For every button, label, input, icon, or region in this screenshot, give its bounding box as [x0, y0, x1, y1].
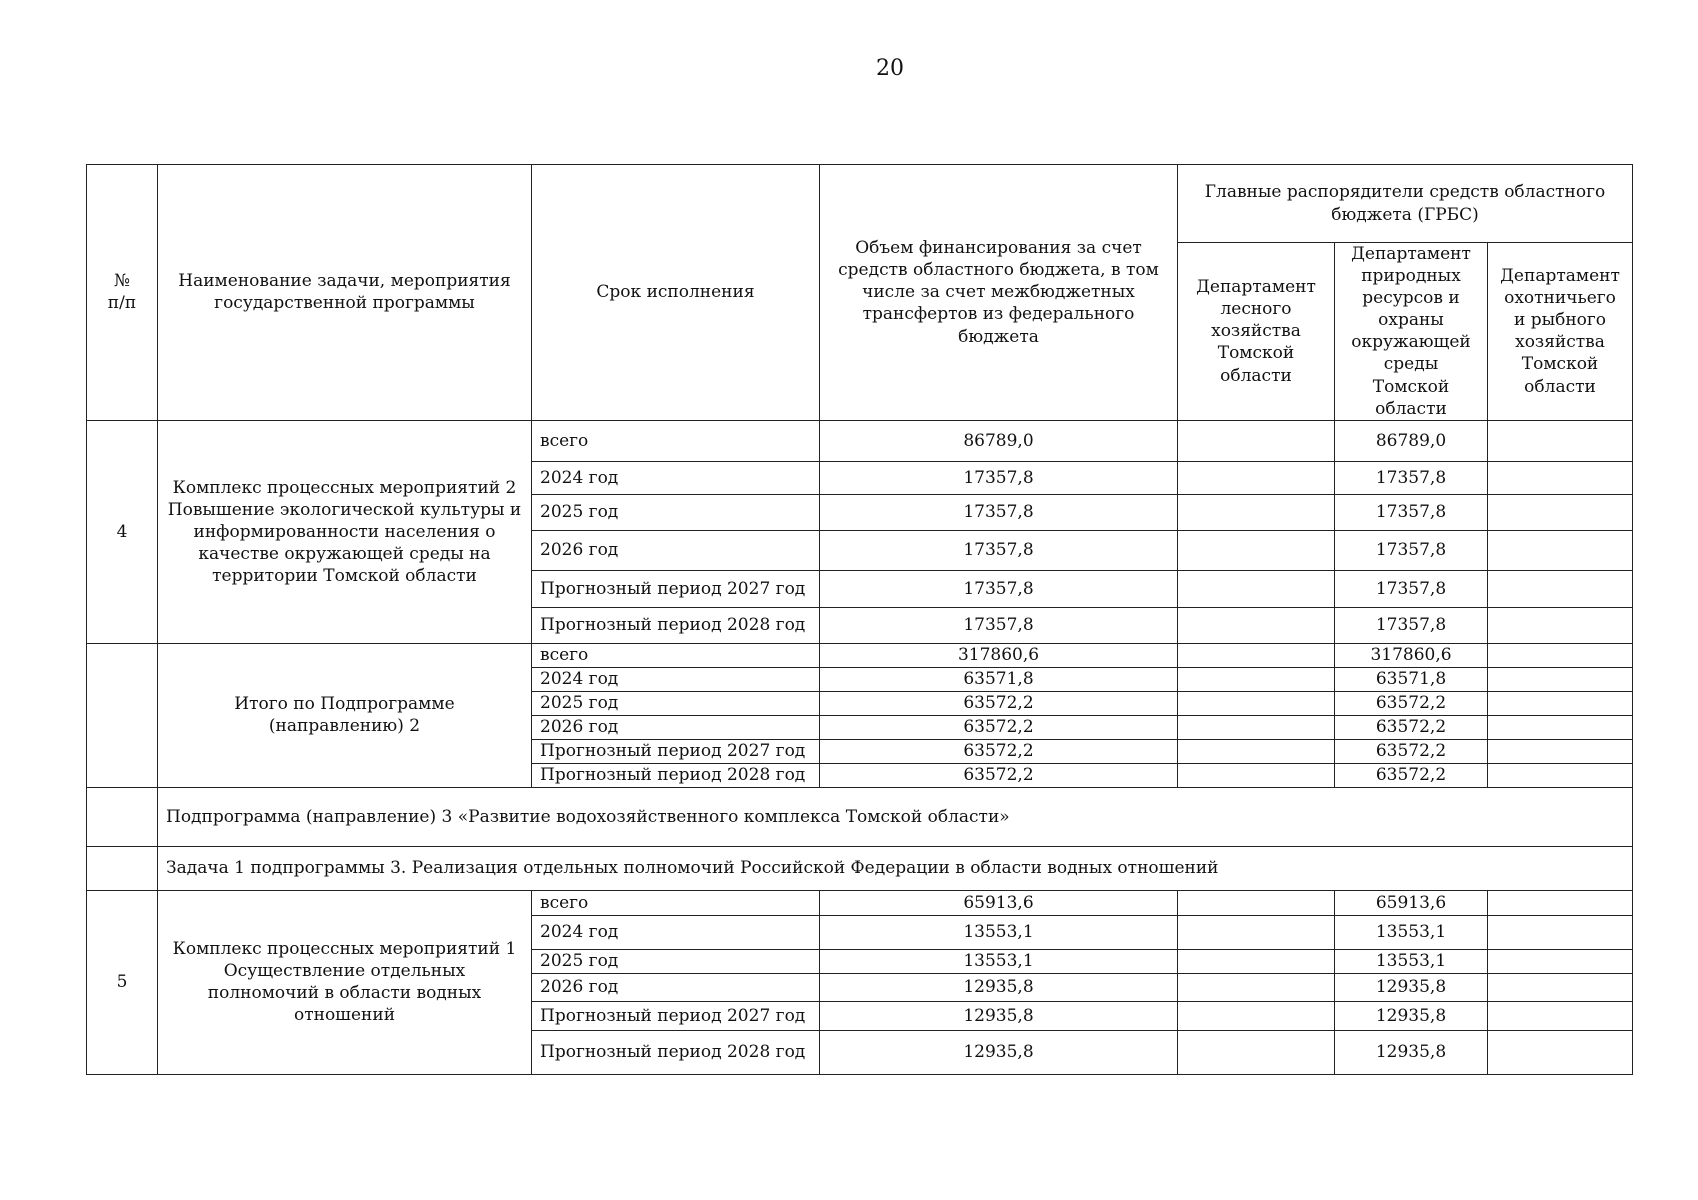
grbs-hunting-fishing-cell: [1488, 1030, 1633, 1074]
volume-cell: 63572,2: [820, 691, 1178, 715]
grbs-natural-resources-cell: 13553,1: [1335, 949, 1488, 973]
grbs-hunting-fishing-cell: [1488, 643, 1633, 667]
grbs-hunting-fishing-cell: [1488, 1001, 1633, 1030]
volume-cell: 12935,8: [820, 1030, 1178, 1074]
term-cell: Прогнозный период 2027 год: [532, 570, 820, 607]
grbs-forestry-cell: [1178, 949, 1335, 973]
header-grbs: Главные распорядители средств областного бюджета (ГРБС): [1178, 165, 1633, 243]
grbs-natural-resources-cell: 12935,8: [1335, 973, 1488, 1001]
volume-cell: 13553,1: [820, 949, 1178, 973]
grbs-natural-resources-cell: 63571,8: [1335, 667, 1488, 691]
grbs-natural-resources-cell: 17357,8: [1335, 530, 1488, 570]
volume-cell: 86789,0: [820, 420, 1178, 461]
grbs-natural-resources-cell: 17357,8: [1335, 570, 1488, 607]
task-row: [87, 846, 1633, 890]
grbs-natural-resources-cell: 63572,2: [1335, 691, 1488, 715]
grbs-natural-resources-cell: 12935,8: [1335, 1030, 1488, 1074]
grbs-hunting-fishing-cell: [1488, 949, 1633, 973]
row-number: [87, 643, 158, 787]
term-cell: 2024 год: [532, 915, 820, 949]
volume-cell: 13553,1: [820, 915, 1178, 949]
grbs-forestry-cell: [1178, 691, 1335, 715]
grbs-hunting-fishing-cell: [1488, 570, 1633, 607]
grbs-natural-resources-cell: 63572,2: [1335, 715, 1488, 739]
header-volume: Объем финансирования за счет средств областного бюджета, в том числе за счет межбюджетных трансфертов из федерального бюджета: [820, 165, 1178, 421]
grbs-hunting-fishing-cell: [1488, 494, 1633, 530]
term-cell: 2025 год: [532, 949, 820, 973]
volume-cell: 12935,8: [820, 973, 1178, 1001]
volume-cell: 12935,8: [820, 1001, 1178, 1030]
row-number: [87, 846, 158, 890]
grbs-forestry-cell: [1178, 667, 1335, 691]
grbs-hunting-fishing-cell: [1488, 763, 1633, 787]
grbs-forestry-cell: [1178, 420, 1335, 461]
grbs-hunting-fishing-cell: [1488, 890, 1633, 915]
grbs-hunting-fishing-cell: [1488, 973, 1633, 1001]
volume-cell: 17357,8: [820, 570, 1178, 607]
term-cell: Прогнозный период 2028 год: [532, 607, 820, 643]
page-number: 20: [876, 56, 904, 81]
grbs-hunting-fishing-cell: [1488, 715, 1633, 739]
header-grbs-natural-resources: Департамент природных ресурсов и охраны окружающей среды Томской области: [1335, 243, 1488, 421]
row-number: 5: [87, 890, 158, 1074]
term-cell: 2025 год: [532, 494, 820, 530]
row-number: 4: [87, 420, 158, 643]
grbs-natural-resources-cell: 12935,8: [1335, 1001, 1488, 1030]
subprogram-title: Подпрограмма (направление) 3 «Развитие водохозяйственного комплекса Томской области»: [158, 787, 1633, 846]
term-cell: 2025 год: [532, 691, 820, 715]
term-cell: 2026 год: [532, 530, 820, 570]
grbs-natural-resources-cell: 17357,8: [1335, 494, 1488, 530]
grbs-natural-resources-cell: 63572,2: [1335, 763, 1488, 787]
grbs-natural-resources-cell: 17357,8: [1335, 607, 1488, 643]
table-row: [87, 420, 1633, 461]
volume-cell: 17357,8: [820, 607, 1178, 643]
grbs-forestry-cell: [1178, 530, 1335, 570]
grbs-forestry-cell: [1178, 643, 1335, 667]
term-cell: всего: [532, 420, 820, 461]
grbs-forestry-cell: [1178, 915, 1335, 949]
header-row-1: [87, 165, 1633, 243]
header-term: Срок исполнения: [532, 165, 820, 421]
grbs-natural-resources-cell: 17357,8: [1335, 461, 1488, 494]
grbs-natural-resources-cell: 13553,1: [1335, 915, 1488, 949]
volume-cell: 317860,6: [820, 643, 1178, 667]
header-number: № п/п: [87, 165, 158, 421]
grbs-natural-resources-cell: 86789,0: [1335, 420, 1488, 461]
table-row: [87, 890, 1633, 915]
subtotal-name: Итого по Подпрограмме (направлению) 2: [158, 643, 532, 787]
grbs-forestry-cell: [1178, 1001, 1335, 1030]
term-cell: всего: [532, 890, 820, 915]
activity-name: Комплекс процессных мероприятий 1 Осуществление отдельных полномочий в области водных отношений: [158, 890, 532, 1074]
volume-cell: 63571,8: [820, 667, 1178, 691]
grbs-hunting-fishing-cell: [1488, 691, 1633, 715]
grbs-forestry-cell: [1178, 973, 1335, 1001]
activity-name: Комплекс процессных мероприятий 2 Повышение экологической культуры и информированности населения о качестве окружающей среды на территории Томской области: [158, 420, 532, 643]
grbs-hunting-fishing-cell: [1488, 667, 1633, 691]
term-cell: всего: [532, 643, 820, 667]
volume-cell: 17357,8: [820, 461, 1178, 494]
volume-cell: 17357,8: [820, 494, 1178, 530]
header-grbs-forestry: Департамент лесного хозяйства Томской области: [1178, 243, 1335, 421]
subprogram-row: [87, 787, 1633, 846]
volume-cell: 63572,2: [820, 763, 1178, 787]
table-row: [87, 643, 1633, 667]
term-cell: Прогнозный период 2028 год: [532, 1030, 820, 1074]
term-cell: Прогнозный период 2028 год: [532, 763, 820, 787]
term-cell: 2026 год: [532, 973, 820, 1001]
grbs-hunting-fishing-cell: [1488, 420, 1633, 461]
grbs-forestry-cell: [1178, 1030, 1335, 1074]
grbs-natural-resources-cell: 317860,6: [1335, 643, 1488, 667]
grbs-forestry-cell: [1178, 715, 1335, 739]
grbs-hunting-fishing-cell: [1488, 915, 1633, 949]
grbs-forestry-cell: [1178, 763, 1335, 787]
volume-cell: 17357,8: [820, 530, 1178, 570]
grbs-hunting-fishing-cell: [1488, 461, 1633, 494]
grbs-forestry-cell: [1178, 570, 1335, 607]
grbs-hunting-fishing-cell: [1488, 530, 1633, 570]
term-cell: 2024 год: [532, 461, 820, 494]
grbs-hunting-fishing-cell: [1488, 607, 1633, 643]
term-cell: Прогнозный период 2027 год: [532, 739, 820, 763]
volume-cell: 65913,6: [820, 890, 1178, 915]
grbs-natural-resources-cell: 63572,2: [1335, 739, 1488, 763]
grbs-forestry-cell: [1178, 607, 1335, 643]
header-grbs-hunting-fishing: Департамент охотничьего и рыбного хозяйства Томской области: [1488, 243, 1633, 421]
volume-cell: 63572,2: [820, 739, 1178, 763]
grbs-forestry-cell: [1178, 461, 1335, 494]
grbs-forestry-cell: [1178, 890, 1335, 915]
budget-table: [86, 164, 1633, 1075]
row-number: [87, 787, 158, 846]
grbs-forestry-cell: [1178, 739, 1335, 763]
term-cell: Прогнозный период 2027 год: [532, 1001, 820, 1030]
term-cell: 2026 год: [532, 715, 820, 739]
header-name: Наименование задачи, мероприятия государственной программы: [158, 165, 532, 421]
term-cell: 2024 год: [532, 667, 820, 691]
volume-cell: 63572,2: [820, 715, 1178, 739]
grbs-hunting-fishing-cell: [1488, 739, 1633, 763]
grbs-forestry-cell: [1178, 494, 1335, 530]
grbs-natural-resources-cell: 65913,6: [1335, 890, 1488, 915]
task-title: Задача 1 подпрограммы 3. Реализация отдельных полномочий Российской Федерации в области водных отношений: [158, 846, 1633, 890]
